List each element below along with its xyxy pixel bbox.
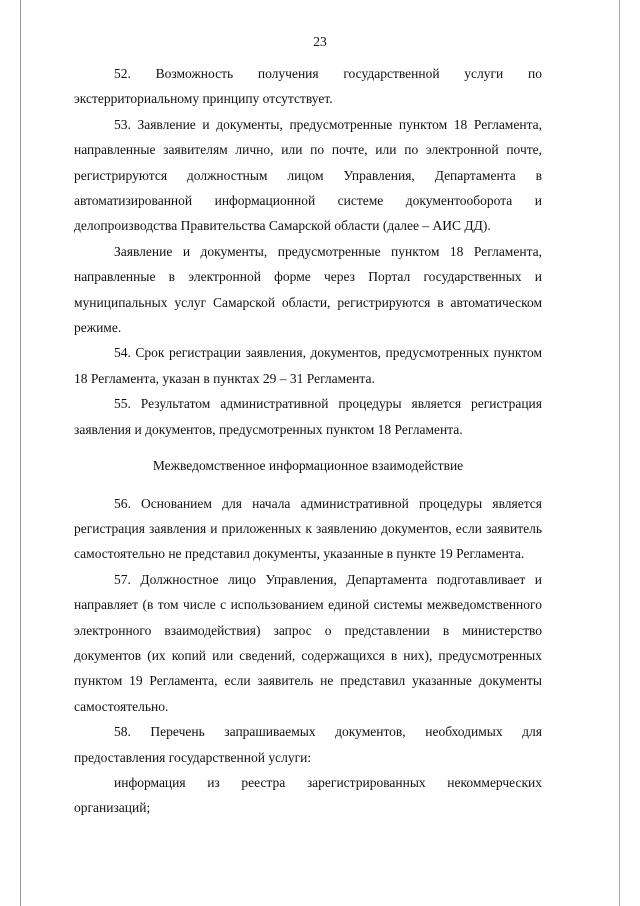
section-heading: Межведомственное информационное взаимодействие: [152, 458, 464, 474]
paragraph-53-continued: Заявление и документы, предусмотренные пунктом 18 Регламента, направленные в электронной форме через Портал государственных и муниципальных услуг Самарской области, регистрируются в автоматическом режиме.: [74, 243, 542, 336]
paragraph-58: 58. Перечень запрашиваемых документов, необходимых для предоставления государственной услуги:: [74, 724, 542, 765]
paragraph-53: 53. Заявление и документы, предусмотренные пунктом 18 Регламента, направленные заявителям лично, или по почте, или по электронной почте, регистрируются должностным лицом Управления, Департамента в автоматизированной информационной системе документооборота и делопроизводства Правительства Самарской области (далее – АИС ДД).: [74, 116, 542, 234]
paragraph-56: 56. Основанием для начала административной процедуры является регистрация заявления и приложенных к заявлению документов, если заявитель самостоятельно не представил документы, указанные в пункте 19 Регламента.: [74, 495, 542, 562]
scan-edge-right: [619, 0, 620, 906]
document-body: [74, 61, 542, 821]
paragraph-52: 52. Возможность получения государственной услуги по экстерриториальному принципу отсутствует.: [74, 66, 542, 107]
scan-edge-left: [20, 0, 21, 906]
paragraph-58-item: информация из реестра зарегистрированных некоммерческих организаций;: [74, 774, 542, 816]
page-number: 23: [313, 34, 327, 49]
paragraph-57: 57. Должностное лицо Управления, Департамента подготавливает и направляет (в том числе с использованием единой системы межведомственного электронного взаимодействия) запрос о представлении в министерство документов (их копий или сведений, содержащихся в них), предусмотренных пунктом 19 Регламента, если заявитель не представил указанные документы самостоятельно.: [74, 571, 542, 714]
paragraph-54: 54. Срок регистрации заявления, документов, предусмотренных пунктом 18 Регламента, указан в пунктах 29 – 31 Регламента.: [74, 345, 542, 386]
paragraph-55: 55. Результатом административной процедуры является регистрация заявления и документов, предусмотренных пунктом 18 Регламента.: [74, 396, 542, 437]
